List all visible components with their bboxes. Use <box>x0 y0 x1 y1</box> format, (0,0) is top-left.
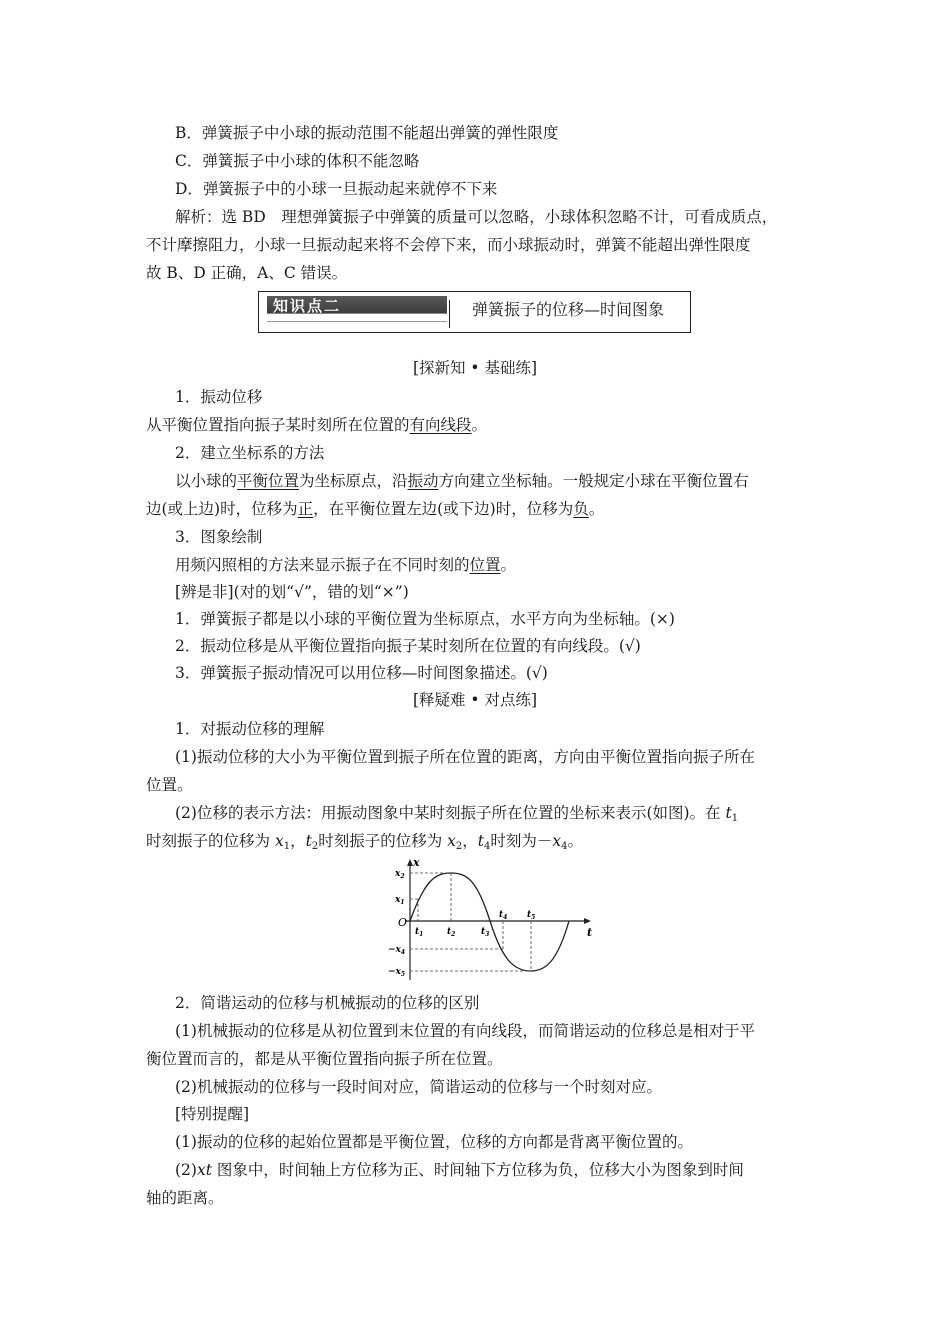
s2-q1-line-2: 衡位置而言的，都是从平衡位置指向振子所在位置。 <box>146 1050 503 1068</box>
x-axis-label: t <box>587 926 593 939</box>
s2-p2-line-1: (2)位移的表示方法：用振动图象中某时刻振子所在位置的坐标来表示(如图)。在 $t_1$ <box>175 804 739 824</box>
special-reminder-heading: [特别提醒] <box>175 1105 250 1123</box>
badge-underline <box>267 313 447 322</box>
s2-q1-line-1: (1)机械振动的位移是从初位置到末位置的有向线段，而简谐运动的位移总是相对于平 <box>175 1022 755 1040</box>
analysis-line-2: 不计摩擦阻力，小球一旦振动起来将不会停下来，而小球振动时，弹簧不能超出弹性限度 <box>146 236 751 254</box>
option-d: D．弹簧振子中的小球一旦振动起来就停不下来 <box>175 180 498 198</box>
reminder-2-line-1: (2)xt 图象中，时间轴上方位移为正、时间轴下方位移为负，位移大小为图象到时间 <box>175 1161 744 1179</box>
t-label-t5: $t_5$ <box>527 910 536 921</box>
reminder-1: (1)振动的位移的起始位置都是平衡位置，位移的方向都是背离平衡位置的。 <box>175 1133 693 1151</box>
s2-item1-title: 1．对振动位移的理解 <box>175 720 325 738</box>
s2-p1-line-2: 位置。 <box>146 776 193 794</box>
item2-title: 2．建立坐标系的方法 <box>175 444 325 462</box>
knowledge-point-badge <box>267 296 447 314</box>
option-b: B．弹簧振子中小球的振动范围不能超出弹簧的弹性限度 <box>175 124 559 142</box>
sine-curve <box>410 873 569 971</box>
section-heading-basic: [探新知 • 基础练] <box>412 359 538 377</box>
knowledge-point-label: 知识点二 <box>273 297 342 315</box>
t-label-t3: $t_3$ <box>481 927 490 938</box>
t-label-t1: $t_1$ <box>415 927 424 938</box>
t-label-t4: $t_4$ <box>499 910 508 921</box>
analysis-line-3: 故 B、D 正确，A、C 错误。 <box>146 264 348 282</box>
y-label-neg-x5: $-x_5$ <box>388 967 406 978</box>
judge-statement-3: 3．弹簧振子振动情况可以用位移—时间图象描述。(√) <box>175 664 548 682</box>
y-label-x2: $x_2$ <box>395 869 405 880</box>
item2-body-line-1: 以小球的平衡位置为坐标原点，沿振动方向建立坐标轴。一般规定小球在平衡位置右 <box>175 472 749 490</box>
section-heading-practice: [释疑难 • 对点练] <box>412 691 538 709</box>
box-divider <box>449 300 450 328</box>
judge-heading: [辨是非](对的划“√”，错的划“×”) <box>175 583 409 601</box>
item2-body-line-2: 边(或上边)时，位移为正，在平衡位置左边(或下边)时，位移为负。 <box>146 500 605 518</box>
y-label-x1: $x_1$ <box>395 895 405 906</box>
judge-statement-1: 1．弹簧振子都是以小球的平衡位置为坐标原点，水平方向为坐标轴。(×) <box>175 610 675 628</box>
item1-title: 1．振动位移 <box>175 388 263 406</box>
knowledge-point-title: 弹簧振子的位移—时间图象 <box>472 300 665 319</box>
y-label-neg-x4: $-x_4$ <box>388 945 406 956</box>
s2-item2-title: 2．简谐运动的位移与机械振动的位移的区别 <box>175 994 480 1012</box>
knowledge-point-box <box>258 291 691 333</box>
t-label-t2: $t_2$ <box>447 927 456 938</box>
s2-p2-line-2: 时刻振子的位移为 $x_1$，$t_2$时刻振子的位移为 $x_2$，$t_4$时刻为$-x_4$。 <box>146 832 584 852</box>
dashed-guides <box>410 873 531 971</box>
item3-title: 3．图象绘制 <box>175 528 263 546</box>
s2-p1-line-1: (1)振动位移的大小为平衡位置到振子所在位置的距离，方向由平衡位置指向振子所在 <box>175 748 755 766</box>
analysis-line-1: 解析：选 BD 理想弹簧振子中弹簧的质量可以忽略，小球体积忽略不计，可看成质点， <box>175 208 778 226</box>
s2-q2: (2)机械振动的位移与一段时间对应，简谐运动的位移与一个时刻对应。 <box>175 1078 662 1096</box>
x-axis-arrow <box>584 918 591 924</box>
reminder-2-line-2: 轴的距离。 <box>146 1189 224 1207</box>
y-axis-label: x <box>413 856 420 869</box>
item1-body: 从平衡位置指向振子某时刻所在位置的有向线段。 <box>146 416 488 434</box>
item3-body: 用频闪照相的方法来显示振子在不同时刻的位置。 <box>175 556 517 574</box>
origin-label: O <box>398 916 408 929</box>
judge-statement-2: 2．振动位移是从平衡位置指向振子某时刻所在位置的有向线段。(√) <box>175 637 641 655</box>
option-c: C．弹簧振子中小球的体积不能忽略 <box>175 152 420 170</box>
displacement-time-graph <box>355 855 600 985</box>
